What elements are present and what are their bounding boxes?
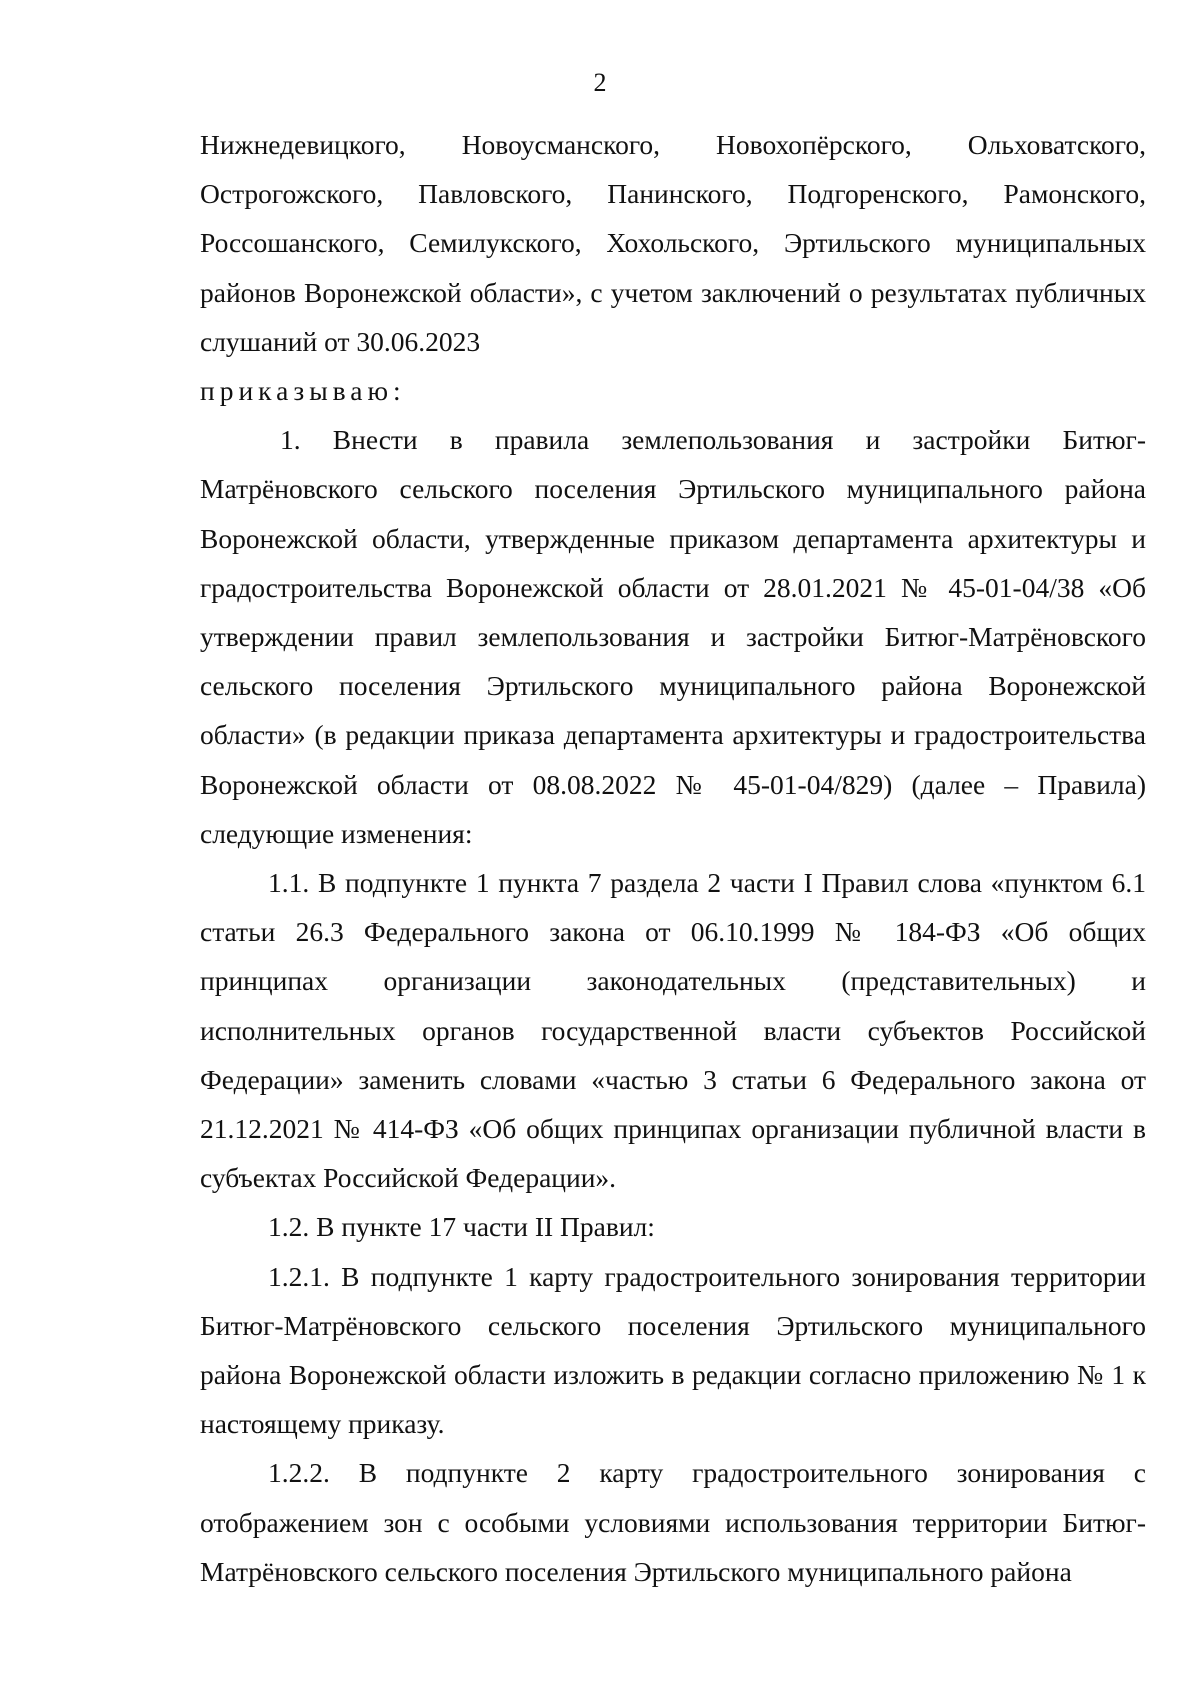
paragraph-item-1: 1. Внести в правила землепользования и застройки Битюг-Матрёновского сельского поселения Эртильского муниципального района Воронежской области, утвержденные приказом департамента архитектуры и градостроительства Воронежской области от 28.01.2021 № 45-01-04/38 «Об утверждении правил землепользования и застройки Битюг-Матрёновского сельского поселения Эртильского муниципального района Воронежской области» (в редакции приказа департамента архитектуры и градостроительства Воронежской области от 08.08.2022 № 45-01-04/829) (далее – Правила) следующие изменения: — [200, 424, 1146, 849]
page-number: 2 — [593, 68, 607, 97]
document-body — [200, 120, 1146, 1596]
paragraph-order-word: приказываю: — [200, 375, 406, 407]
paragraph-item-1-2-2: 1.2.2. В подпункте 2 карту градостроительного зонирования с отображением зон с особыми условиями использования территории Битюг-Матрёновского сельского поселения Эртильского муниципального района — [200, 1457, 1146, 1587]
paragraph-intro-continuation: Нижнедевицкого, Новоусманского, Новохопёрского, Ольховатского, Острогожского, Павловского, Панинского, Подгоренского, Рамонского, Россошанского, Семилукского, Хохольского, Эртильского муниципальных районов Воронежской области», с учетом заключений о результатах публичных слушаний от 30.06.2023 — [200, 129, 1146, 357]
paragraph-item-1-2-1: 1.2.1. В подпункте 1 карту градостроительного зонирования территории Битюг-Матрёновского сельского поселения Эртильского муниципального района Воронежской области изложить в редакции согласно приложению № 1 к настоящему приказу. — [200, 1260, 1146, 1440]
paragraph-item-1-2: 1.2. В пункте 17 части II Правил: — [268, 1211, 655, 1243]
paragraph-item-1-1: 1.1. В подпункте 1 пункта 7 раздела 2 части I Правил слова «пунктом 6.1 статьи 26.3 Федерального закона от 06.10.1999 № 184-ФЗ «Об общих принципах организации законодательных (представительных) и исполнительных органов государственной власти субъектов Российской Федерации» заменить словами «частью 3 статьи 6 Федерального закона от 21.12.2021 № 414-ФЗ «Об общих принципах организации публичной власти в субъектах Российской Федерации». — [200, 867, 1146, 1194]
